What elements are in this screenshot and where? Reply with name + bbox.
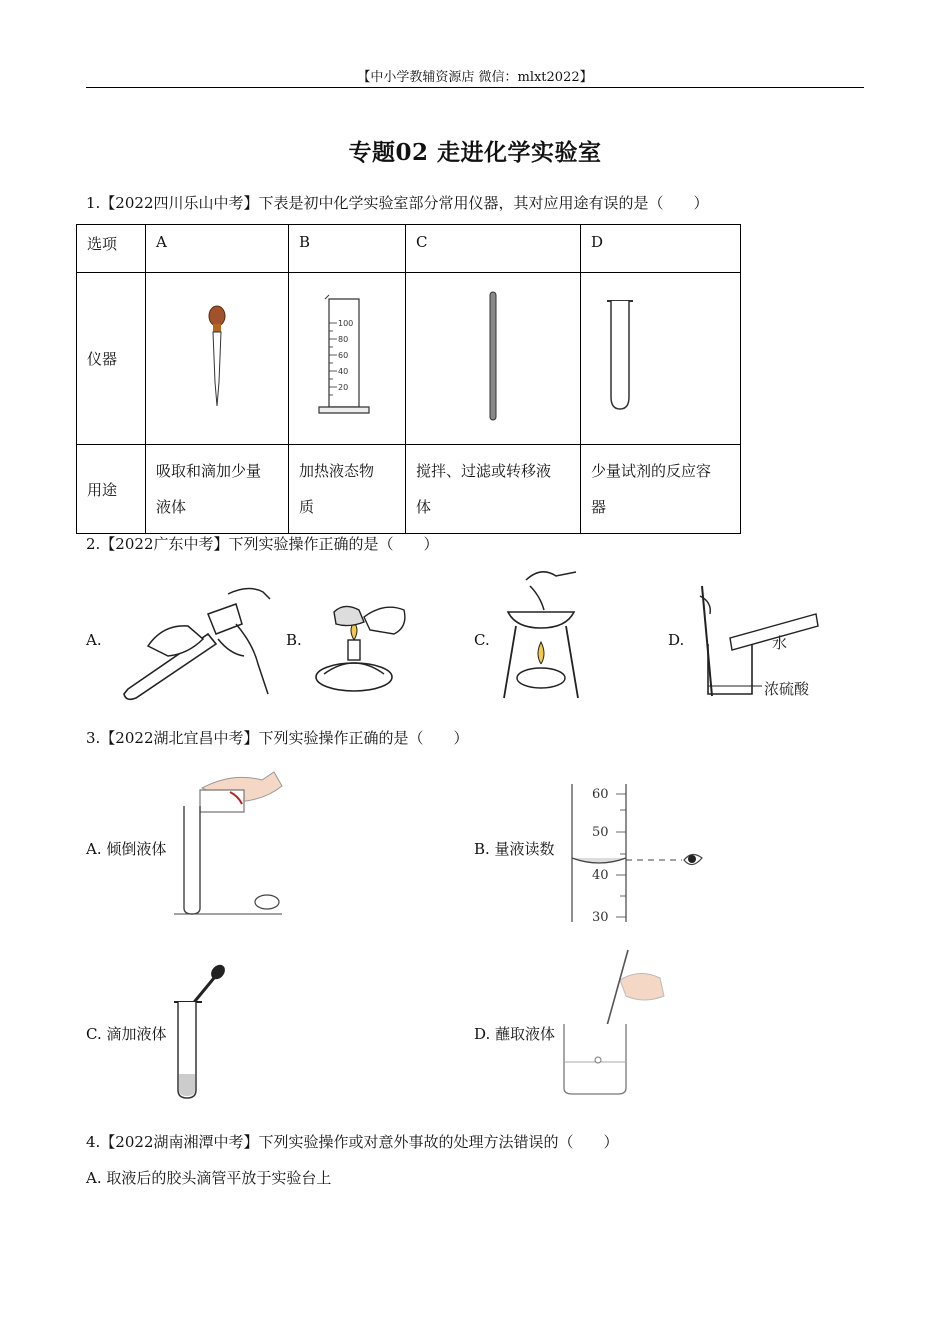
test-tube-icon bbox=[597, 297, 647, 417]
scale-label: 40 bbox=[592, 868, 609, 883]
q3-b-reading-scale-illustration bbox=[564, 784, 714, 924]
q3-option-c-label: C. 滴加液体 bbox=[86, 1025, 167, 1043]
q2-option-d-label: D. bbox=[668, 631, 685, 649]
water-label: 水 bbox=[772, 634, 788, 652]
q2-d-dilute-acid-illustration bbox=[690, 586, 830, 702]
question-3-stem: 3.【2022湖北宜昌中考】下列实验操作正确的是（ ） bbox=[86, 729, 469, 747]
col-header-c: C bbox=[406, 225, 581, 273]
use-d-line: 器 bbox=[591, 498, 607, 516]
q3-option-d-label: D. 蘸取液体 bbox=[474, 1025, 556, 1043]
use-c-line: 搅拌、过滤或转移液 bbox=[416, 462, 552, 480]
q2-b-light-lamp-illustration bbox=[304, 592, 414, 702]
dropper-icon bbox=[197, 302, 237, 412]
instrument-c-cell bbox=[406, 273, 581, 445]
row-label-use: 用途 bbox=[77, 445, 146, 534]
q2-option-c-label: C. bbox=[474, 631, 490, 649]
use-a-cell bbox=[146, 445, 289, 534]
question-4-stem: 4.【2022湖南湘潭中考】下列实验操作或对意外事故的处理方法错误的（ ） bbox=[86, 1133, 619, 1151]
q3-option-b-label: B. 量液读数 bbox=[474, 840, 555, 858]
page-title: 专题02 走进化学实验室 bbox=[348, 139, 602, 166]
scale-label: 50 bbox=[592, 825, 609, 840]
use-c-line: 体 bbox=[416, 498, 432, 516]
col-header-a: A bbox=[146, 225, 289, 273]
cylinder-mark: 20 bbox=[338, 382, 349, 392]
q3-c-dropper-in-tube-illustration bbox=[172, 962, 232, 1102]
question-2-stem: 2.【2022广东中考】下列实验操作正确的是（ ） bbox=[86, 535, 439, 553]
col-header-d: D bbox=[581, 225, 741, 273]
instrument-b-cell bbox=[289, 273, 406, 445]
scale-label: 30 bbox=[592, 910, 609, 925]
graduated-cylinder-icon bbox=[317, 295, 377, 419]
instrument-table bbox=[76, 224, 741, 534]
q4-option-a: A. 取液后的胶头滴管平放于实验台上 bbox=[86, 1169, 332, 1187]
cylinder-mark: 40 bbox=[338, 366, 349, 376]
cylinder-mark: 100 bbox=[338, 318, 354, 328]
row-label-instrument: 仪器 bbox=[77, 273, 146, 445]
glass-rod-icon bbox=[483, 290, 503, 424]
q3-option-a-label: A. 倾倒液体 bbox=[86, 840, 167, 858]
use-d-line: 少量试剂的反应容 bbox=[591, 462, 712, 480]
instrument-d-cell bbox=[581, 273, 741, 445]
q2-c-evaporating-dish-illustration bbox=[496, 566, 586, 702]
col-header-b: B bbox=[289, 225, 406, 273]
question-1-stem: 1.【2022四川乐山中考】下表是初中化学实验室部分常用仪器，其对应用途有误的是（ ） bbox=[86, 194, 709, 212]
page-header: 【中小学教辅资源店 微信：mlxt2022】 bbox=[357, 70, 593, 85]
q3-d-dipping-rod-illustration bbox=[560, 948, 670, 1098]
use-b-line: 加热液态物 bbox=[299, 462, 375, 480]
q2-option-b-label: B. bbox=[286, 631, 302, 649]
q2-a-pour-tube-illustration bbox=[118, 584, 278, 704]
instrument-a-cell bbox=[146, 273, 289, 445]
q3-a-pouring-illustration bbox=[172, 762, 292, 916]
use-c-cell bbox=[406, 445, 581, 534]
row-label-option: 选项 bbox=[77, 225, 146, 273]
q2-option-a-label: A. bbox=[86, 631, 102, 649]
cylinder-mark: 80 bbox=[338, 334, 349, 344]
use-a-line: 吸取和滴加少量 bbox=[156, 462, 262, 480]
acid-label: 浓硫酸 bbox=[764, 680, 810, 698]
use-b-line: 质 bbox=[299, 498, 315, 516]
use-b-cell bbox=[289, 445, 406, 534]
cylinder-mark: 60 bbox=[338, 350, 349, 360]
use-a-line: 液体 bbox=[156, 498, 187, 516]
header-rule bbox=[86, 87, 864, 88]
scale-label: 60 bbox=[592, 787, 609, 802]
use-d-cell bbox=[581, 445, 741, 534]
